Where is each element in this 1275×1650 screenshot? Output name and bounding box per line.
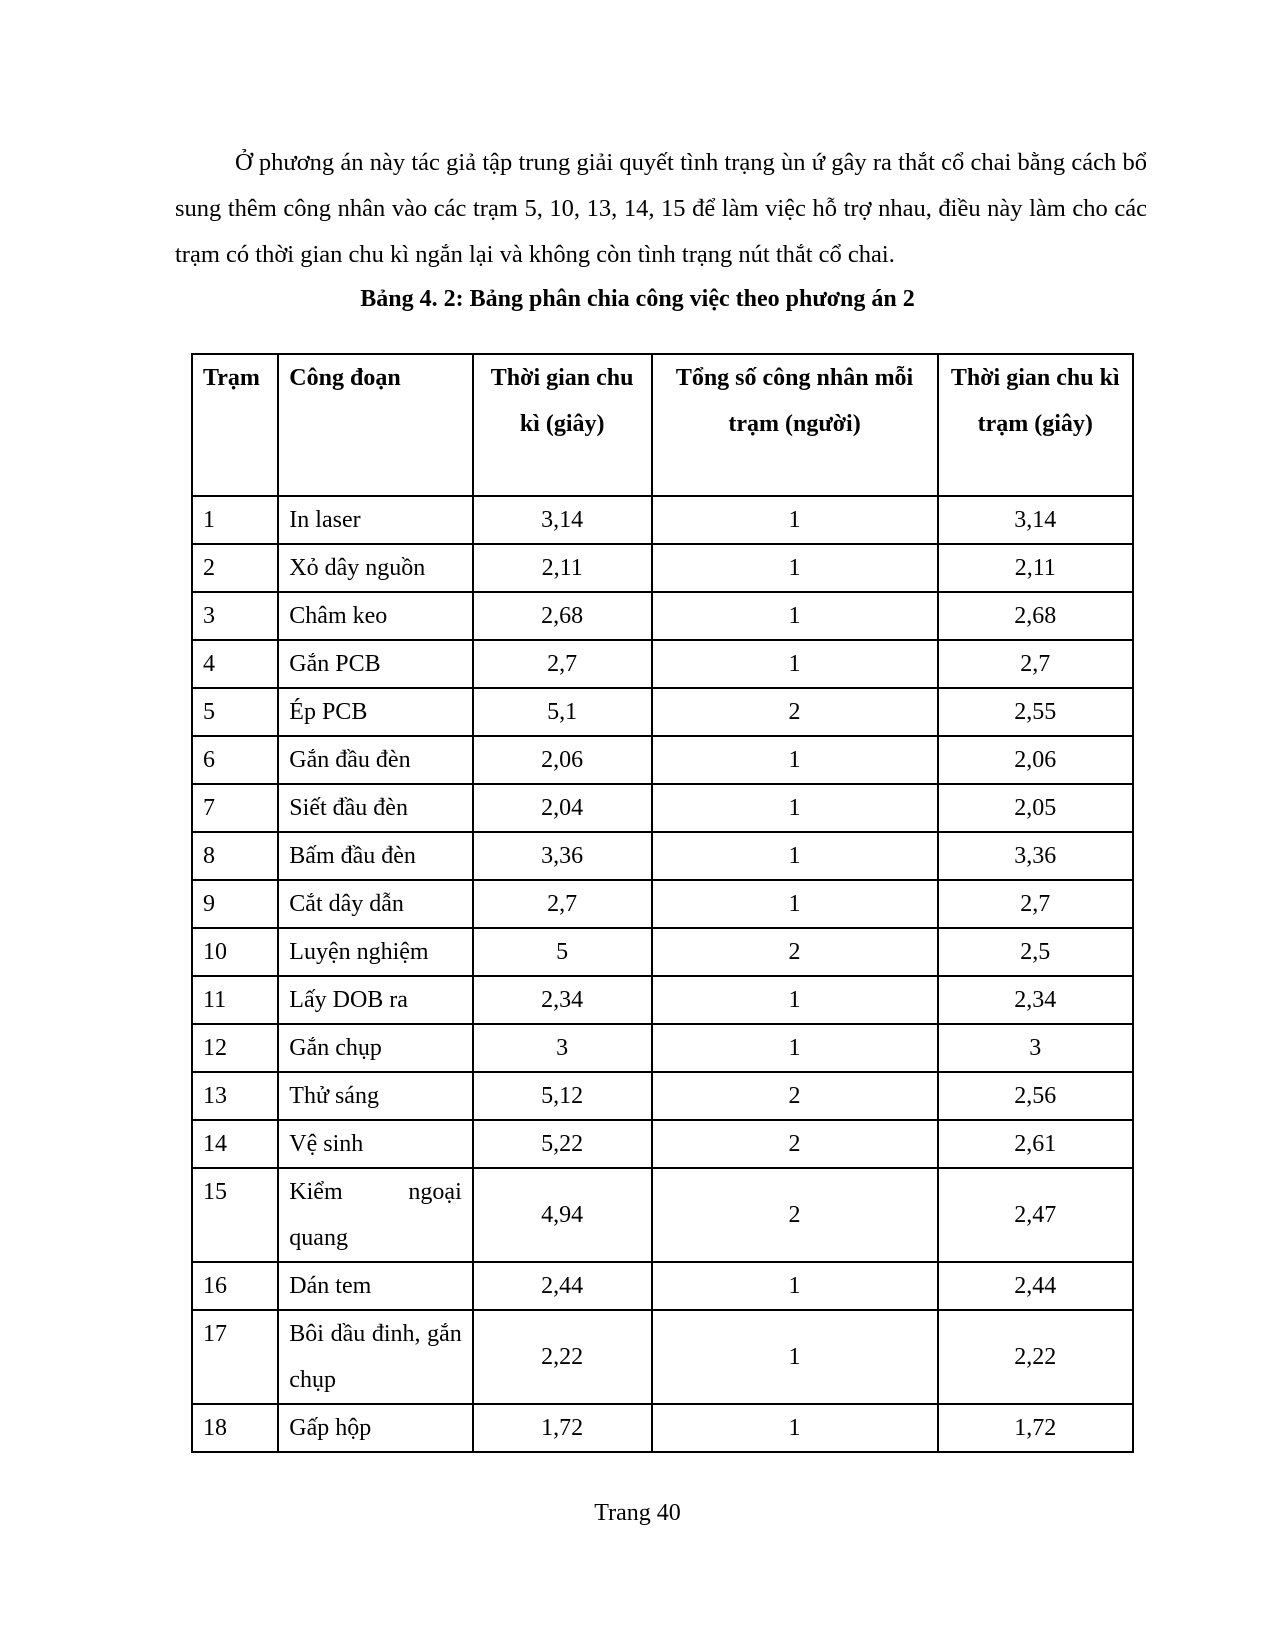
cycle-time-cell: 2,34 <box>473 976 652 1024</box>
task-cell: Luyện nghiệm <box>278 928 472 976</box>
table-row <box>192 832 1133 880</box>
task-cell: Gắn chụp <box>278 1024 472 1072</box>
station-cell: 12 <box>192 1024 278 1072</box>
table-row <box>192 496 1133 544</box>
task-cell: Xỏ dây nguồn <box>278 544 472 592</box>
header-cycle-time: Thời gian chu kì (giây) <box>473 354 652 496</box>
task-cell: Kiểm ngoại quang <box>278 1168 472 1262</box>
worker-count-cell: 1 <box>652 544 938 592</box>
station-cell: 3 <box>192 592 278 640</box>
cycle-time-cell: 2,7 <box>473 640 652 688</box>
cycle-time-cell: 5,12 <box>473 1072 652 1120</box>
task-cell: Gấp hộp <box>278 1404 472 1452</box>
work-division-table <box>191 353 1134 1453</box>
station-cell: 1 <box>192 496 278 544</box>
cycle-time-cell: 2,22 <box>473 1310 652 1404</box>
table-caption: Bảng 4. 2: Bảng phân chia công việc theo phương án 2 <box>360 286 915 312</box>
cycle-time-cell: 2,04 <box>473 784 652 832</box>
page-number: Trang 40 <box>594 1500 681 1526</box>
task-cell: Gắn đầu đèn <box>278 736 472 784</box>
table-row <box>192 928 1133 976</box>
cycle-time-cell: 2,7 <box>473 880 652 928</box>
table-row <box>192 1024 1133 1072</box>
station-cycle-time-cell: 3,36 <box>938 832 1134 880</box>
task-cell: Châm keo <box>278 592 472 640</box>
station-cell: 8 <box>192 832 278 880</box>
table-row <box>192 736 1133 784</box>
worker-count-cell: 1 <box>652 640 938 688</box>
worker-count-cell: 1 <box>652 592 938 640</box>
station-cycle-time-cell: 2,56 <box>938 1072 1134 1120</box>
worker-count-cell: 2 <box>652 1120 938 1168</box>
station-cycle-time-cell: 1,72 <box>938 1404 1134 1452</box>
cycle-time-cell: 3,14 <box>473 496 652 544</box>
table-row <box>192 544 1133 592</box>
table-row <box>192 880 1133 928</box>
task-cell: Lấy DOB ra <box>278 976 472 1024</box>
cycle-time-cell: 5,22 <box>473 1120 652 1168</box>
table-row <box>192 1168 1133 1262</box>
task-cell: Bấm đầu đèn <box>278 832 472 880</box>
station-cell: 18 <box>192 1404 278 1452</box>
table-row <box>192 592 1133 640</box>
cycle-time-cell: 2,68 <box>473 592 652 640</box>
worker-count-cell: 1 <box>652 880 938 928</box>
station-cell: 13 <box>192 1072 278 1120</box>
header-station: Trạm <box>192 354 278 496</box>
station-cycle-time-cell: 2,47 <box>938 1168 1134 1262</box>
table-row <box>192 1262 1133 1310</box>
table-row <box>192 640 1133 688</box>
station-cycle-time-cell: 2,06 <box>938 736 1134 784</box>
station-cell: 5 <box>192 688 278 736</box>
table-row <box>192 1404 1133 1452</box>
table-row <box>192 784 1133 832</box>
task-cell: Thử sáng <box>278 1072 472 1120</box>
body-paragraph: Ở phương án này tác giả tập trung giải quyết tình trạng ùn ứ gây ra thắt cổ chai bằng cách bổ sung thêm công nhân vào các trạm 5, 10, 13, 14, 15 để làm việc hỗ trợ nhau, điều này làm cho các trạm có thời gian chu kì ngắn lại và không còn tình trạng nút thắt cổ chai. <box>175 149 1147 268</box>
station-cell: 7 <box>192 784 278 832</box>
table-row <box>192 1072 1133 1120</box>
station-cycle-time-cell: 2,11 <box>938 544 1134 592</box>
task-cell: In laser <box>278 496 472 544</box>
task-cell: Bôi dầu đinh, gắn chụp <box>278 1310 472 1404</box>
cycle-time-cell: 3 <box>473 1024 652 1072</box>
worker-count-cell: 1 <box>652 736 938 784</box>
table-row <box>192 976 1133 1024</box>
station-cell: 10 <box>192 928 278 976</box>
header-worker-count: Tổng số công nhân mỗi trạm (người) <box>652 354 938 496</box>
station-cycle-time-cell: 2,44 <box>938 1262 1134 1310</box>
header-task: Công đoạn <box>278 354 472 496</box>
station-cycle-time-cell: 2,55 <box>938 688 1134 736</box>
worker-count-cell: 1 <box>652 1404 938 1452</box>
station-cycle-time-cell: 2,68 <box>938 592 1134 640</box>
station-cell: 16 <box>192 1262 278 1310</box>
worker-count-cell: 1 <box>652 976 938 1024</box>
station-cycle-time-cell: 2,5 <box>938 928 1134 976</box>
worker-count-cell: 2 <box>652 1072 938 1120</box>
station-cycle-time-cell: 2,22 <box>938 1310 1134 1404</box>
table-row <box>192 688 1133 736</box>
worker-count-cell: 2 <box>652 1168 938 1262</box>
table-row <box>192 1310 1133 1404</box>
cycle-time-cell: 5 <box>473 928 652 976</box>
cycle-time-cell: 2,44 <box>473 1262 652 1310</box>
station-cycle-time-cell: 2,34 <box>938 976 1134 1024</box>
worker-count-cell: 1 <box>652 832 938 880</box>
task-cell: Vệ sinh <box>278 1120 472 1168</box>
table-row <box>192 1120 1133 1168</box>
cycle-time-cell: 2,06 <box>473 736 652 784</box>
cycle-time-cell: 1,72 <box>473 1404 652 1452</box>
station-cell: 15 <box>192 1168 278 1262</box>
station-cell: 2 <box>192 544 278 592</box>
station-cycle-time-cell: 2,7 <box>938 640 1134 688</box>
worker-count-cell: 1 <box>652 1024 938 1072</box>
station-cell: 9 <box>192 880 278 928</box>
station-cell: 17 <box>192 1310 278 1404</box>
worker-count-cell: 1 <box>652 1262 938 1310</box>
station-cycle-time-cell: 3,14 <box>938 496 1134 544</box>
header-station-cycle-time: Thời gian chu kì trạm (giây) <box>938 354 1134 496</box>
worker-count-cell: 1 <box>652 784 938 832</box>
cycle-time-cell: 5,1 <box>473 688 652 736</box>
worker-count-cell: 2 <box>652 928 938 976</box>
task-cell: Ép PCB <box>278 688 472 736</box>
worker-count-cell: 2 <box>652 688 938 736</box>
cycle-time-cell: 4,94 <box>473 1168 652 1262</box>
task-cell: Gắn PCB <box>278 640 472 688</box>
cycle-time-cell: 3,36 <box>473 832 652 880</box>
station-cycle-time-cell: 3 <box>938 1024 1134 1072</box>
station-cell: 6 <box>192 736 278 784</box>
task-cell: Cắt dây dẫn <box>278 880 472 928</box>
table-header-row <box>192 354 1133 496</box>
station-cycle-time-cell: 2,61 <box>938 1120 1134 1168</box>
cycle-time-cell: 2,11 <box>473 544 652 592</box>
worker-count-cell: 1 <box>652 496 938 544</box>
task-cell: Dán tem <box>278 1262 472 1310</box>
table-body <box>192 496 1133 1452</box>
station-cell: 4 <box>192 640 278 688</box>
task-cell: Siết đầu đèn <box>278 784 472 832</box>
station-cell: 14 <box>192 1120 278 1168</box>
station-cycle-time-cell: 2,05 <box>938 784 1134 832</box>
station-cell: 11 <box>192 976 278 1024</box>
worker-count-cell: 1 <box>652 1310 938 1404</box>
station-cycle-time-cell: 2,7 <box>938 880 1134 928</box>
